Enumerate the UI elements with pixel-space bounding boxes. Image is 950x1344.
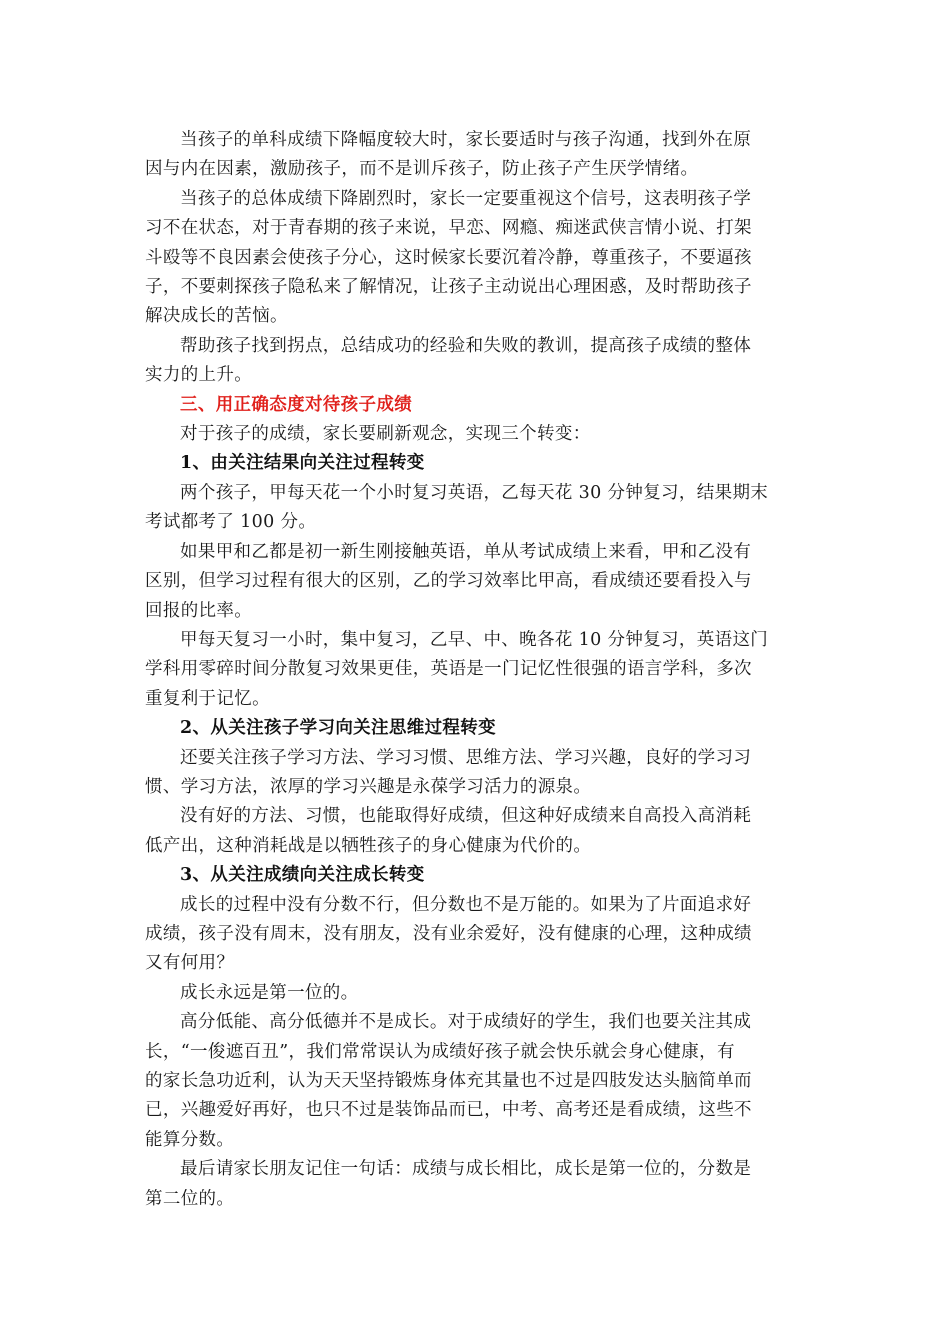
paragraph: 没有好的方法、习惯，也能取得好成绩，但这种好成绩来自高投入高消耗 低产出，这种消耗战是以牺牲孩子的身心健康为代价的。 bbox=[145, 806, 752, 856]
paragraph: 当孩子的单科成绩下降幅度较大时，家长要适时与孩子沟通，找到外在原 因与内在因素，激励孩子，而不是训斥孩子，防止孩子产生厌学情绪。 bbox=[145, 130, 752, 180]
section-intro: 对于孩子的成绩，家长要刷新观念，实现三个转变： bbox=[180, 424, 591, 445]
document-page bbox=[145, 126, 797, 1214]
paragraph: 还要关注孩子学习方法、学习习惯、思维方法、学习兴趣，良好的学习习 惯、学习方法，浓厚的学习兴趣是永葆学习活力的源泉。 bbox=[145, 747, 752, 797]
paragraph: 成长的过程中没有分数不行，但分数也不是万能的。如果为了片面追求好 成绩，孩子没有周末，没有朋友，没有业余爱好，没有健康的心理，这种成绩 又有何用？ bbox=[145, 894, 752, 974]
subsection-heading: 1、由关注结果向关注过程转变 bbox=[180, 453, 425, 474]
paragraph: 当孩子的总体成绩下降剧烈时，家长一定要重视这个信号，这表明孩子学 习不在状态，对于青春期的孩子来说，早恋、网瘾、痴迷武侠言情小说、打架 斗殴等不良因素会使孩子分心，这时候家长要沉着冷静，尊重孩子，不要逼孩 子，不要刺探孩子隐私来了解情况，让孩子主动说出心理困惑，及时帮助孩子 解决成长的苦恼。 bbox=[145, 188, 752, 327]
paragraph: 甲每天复习一小时，集中复习，乙早、中、晚各花 10 分钟复习，英语这门 学科用零碎时间分散复习效果更佳，英语是一门记忆性很强的语言学科，多次 重复利于记忆。 bbox=[145, 629, 769, 709]
paragraph: 两个孩子，甲每天花一个小时复习英语，乙每天花 30 分钟复习，结果期末 考试都考了 100 分。 bbox=[145, 482, 769, 533]
paragraph: 成长永远是第一位的。 bbox=[180, 982, 359, 1003]
paragraph: 高分低能、高分低德并不是成长。对于成绩好的学生，我们也要关注其成 长，“一俊遮百丑”，我们常常误认为成绩好孩子就会快乐就会身心健康，有 的家长急功近利，认为天天坚持锻炼身体充其量也不过是四肢发达头脑简单而 已，兴趣爱好再好，也只不过是装饰品而已，中考、高考还是看成绩，这些不 能算分数。 bbox=[145, 1012, 752, 1150]
paragraph: 如果甲和乙都是初一新生刚接触英语，单从考试成绩上来看，甲和乙没有 区别，但学习过程有很大的区别，乙的学习效率比甲高，看成绩还要看投入与 回报的比率。 bbox=[145, 541, 752, 621]
paragraph: 帮助孩子找到拐点，总结成功的经验和失败的教训，提高孩子成绩的整体 实力的上升。 bbox=[145, 335, 752, 386]
paragraph: 最后请家长朋友记住一句话：成绩与成长相比，成长是第一位的，分数是 第二位的。 bbox=[145, 1159, 752, 1209]
section-heading: 三、用正确态度对待孩子成绩 bbox=[180, 394, 413, 415]
subsection-heading: 2、从关注孩子学习向关注思维过程转变 bbox=[180, 718, 496, 739]
subsection-heading: 3、从关注成绩向关注成长转变 bbox=[180, 865, 425, 886]
